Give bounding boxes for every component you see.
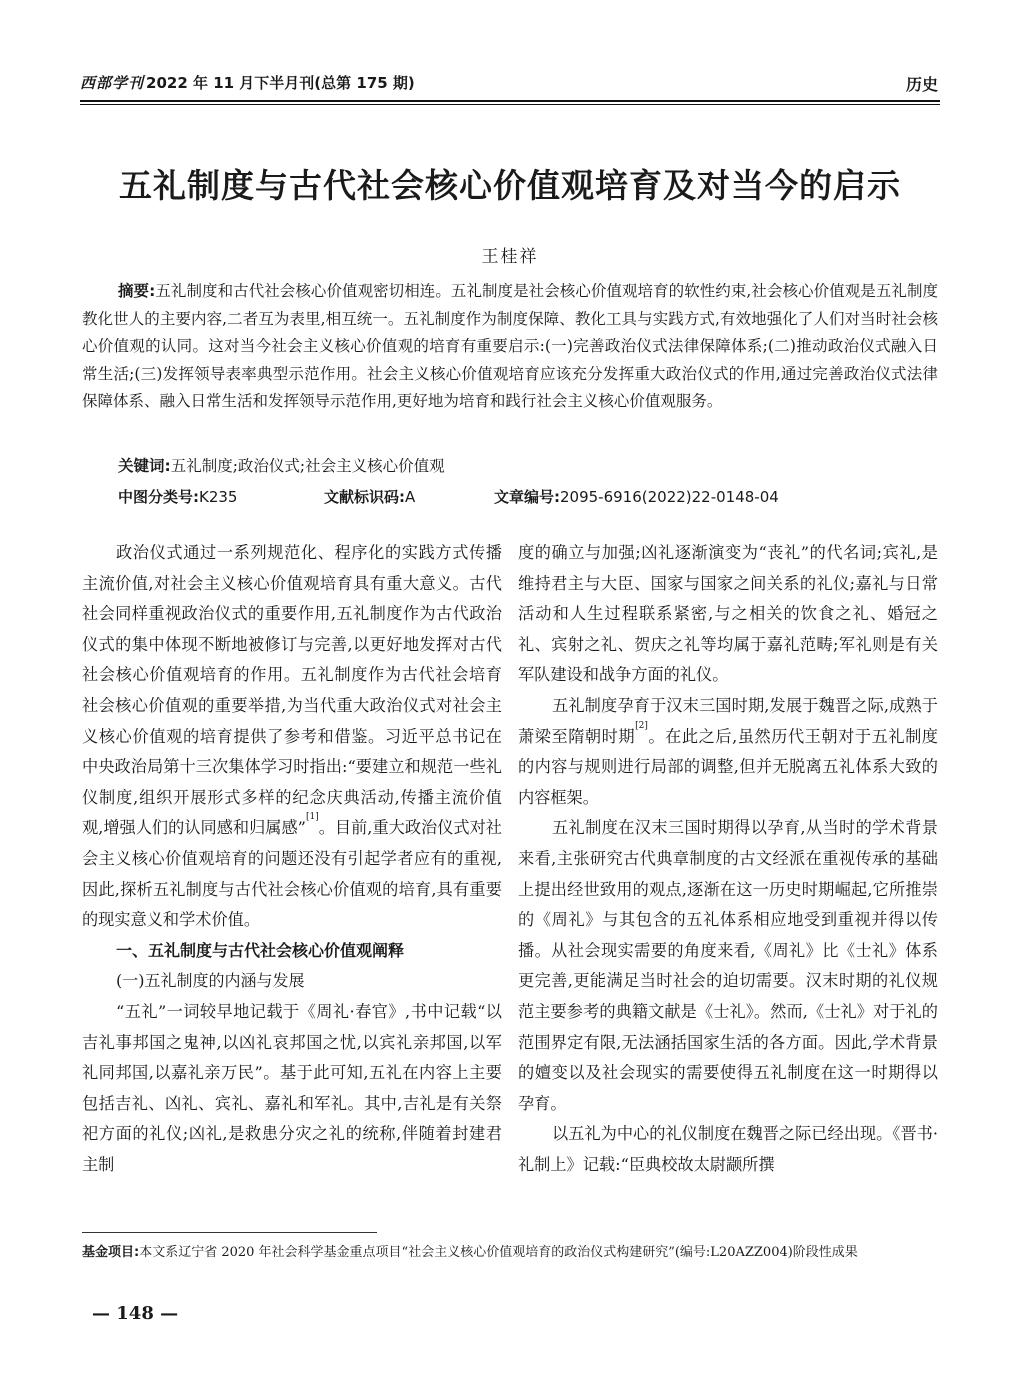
body-paragraph (82, 538, 502, 936)
body-paragraph (518, 691, 938, 813)
doc-label: 文献标识码: (324, 488, 405, 506)
abstract (82, 278, 938, 416)
keywords (118, 454, 445, 476)
citation-ref: [2] (635, 720, 648, 731)
running-header (80, 72, 940, 98)
paragraph-text: 。目前,重大政治仪式对社会主义核心价值观培育的问题还没有引起学者应有的重视,因此,探析五礼制度与古代社会核心价值观的培育,具有重要的现实意义和学术价值。 (82, 818, 502, 930)
body-column-left (82, 538, 502, 1180)
clc-number (118, 486, 237, 507)
subsection-heading: (一)五礼制度的内涵与发展 (116, 971, 305, 991)
document-code (324, 486, 415, 507)
journal-logo: 西部学刊 (80, 74, 145, 92)
article-number (494, 486, 779, 507)
header-rule-thin (80, 104, 940, 105)
doc-value: A (405, 488, 416, 506)
footnote-label: 基金项目: (82, 1245, 140, 1260)
footnote-text: 本文系辽宁省 2020 年社会科学基金重点项目“社会主义核心价值观培育的政治仪式构建研究”(编号:L20AZZ004)阶段性成果 (139, 1245, 858, 1260)
funding-footnote (82, 1242, 938, 1264)
paragraph-text: 五礼制度孕育于汉末三国时期,发展于魏晋之际,成熟于萧梁至隋朝时期 (518, 695, 938, 746)
clc-value: K235 (199, 488, 238, 506)
author: 王桂祥 (481, 247, 539, 267)
issue-info: 2022 年 11 月下半月刊(总第 175 期) (146, 74, 415, 92)
body-paragraph: 度的确立与加强;凶礼逐渐演变为“丧礼”的代名词;宾礼,是维持君主与大臣、国家与国家之间关系的礼仪;嘉礼与日常活动和人生过程联系紧密,与之相关的饮食之礼、婚冠之礼、宾射之礼、贺庆之礼等均属于嘉礼范畴;军礼则是有关军队建设和战争方面的礼仪。 (518, 543, 938, 685)
abstract-label: 摘要: (118, 282, 156, 300)
body-paragraph: 五礼制度在汉末三国时期得以孕育,从当时的学术背景来看,主张研究古代典章制度的古文经派在重视传承的基础上提出经世致用的观点,逐渐在这一历史时期崛起,它所推崇的《周礼》与其包含的五礼体系相应地受到重视并得以传播。从社会现实需要的角度来看,《周礼》比《士礼》体系更完善,更能满足当时社会的迫切需要。汉末时期的礼仪规范主要参考的典籍文献是《士礼》。然而,《士礼》对于礼的范围界定有限,无法涵括国家生活的各方面。因此,学术背景的嬗变以及社会现实的需要使得五礼制度在这一时期得以孕育。 (518, 818, 938, 1113)
clc-label: 中图分类号: (118, 488, 199, 506)
paragraph-text: 。在此之后,虽然历代王朝对于五礼制度的内容与规则进行局部的调整,但并无脱离五礼体系大致的内容框架。 (518, 726, 938, 807)
abstract-text: 五礼制度和古代社会核心价值观密切相连。五礼制度是社会核心价值观培育的软性约束,社会核心价值观是五礼制度教化世人的主要内容,二者互为表里,相互统一。五礼制度作为制度保障、教化工具与实践方式,有效地强化了人们对当时社会核心价值观的认同。这对当今社会主义核心价值观的培育有重要启示:(一)完善政治仪式法律保障体系;(二)推动政治仪式融入日常生活;(三)发挥领导表率典型示范作用。社会主义核心价值观培育应该充分发挥重大政治仪式的作用,通过完善政治仪式法律保障体系、融入日常生活和发挥领导示范作用,更好地为培育和践行社会主义核心价值观服务。 (82, 282, 938, 410)
footnote-rule (82, 1232, 377, 1233)
article-label: 文章编号: (494, 488, 560, 506)
keywords-text: 五礼制度;政治仪式;社会主义核心价值观 (170, 457, 445, 475)
body-paragraph: 以五礼为中心的礼仪制度在魏晋之际已经出现。《晋书·礼制上》记载:“臣典校故太尉颛所撰 (518, 1124, 938, 1174)
journal-issue (80, 72, 415, 93)
citation-ref: [1] (305, 812, 319, 823)
body-paragraph: “五礼”一词较早地记载于《周礼·春官》,书中记载“以吉礼事邦国之鬼神,以凶礼哀邦国之忧,以宾礼亲邦国,以军礼同邦国,以嘉礼亲万民”。基于此可知,五礼在内容上主要包括吉礼、凶礼、宾礼、嘉礼和军礼。其中,吉礼是有关祭祀方面的礼仪;凶礼,是救患分灾之礼的统称,伴随着封建君主制 (82, 1001, 502, 1174)
paragraph-text: 政治仪式通过一系列规范化、程序化的实践方式传播主流价值,对社会主义核心价值观培育具有重大意义。古代社会同样重视政治仪式的重要作用,五礼制度作为古代政治仪式的集中体现不断地被修订与完善,以更好地发挥对古代社会核心价值观培育的作用。五礼制度作为古代社会培育社会核心价值观的重要举措,为当代重大政治仪式对社会主义核心价值观的培育提供了参考和借鉴。习近平总书记在中央政治局第十三次集体学习时指出:“要建立和规范一些礼仪制度,组织开展形式多样的纪念庆典活动,传播主流价值观,增强人们的认同感和归属感” (82, 543, 502, 838)
body-column-right (518, 538, 938, 1180)
keywords-label: 关键词: (118, 457, 171, 475)
section-name: 历史 (905, 75, 938, 94)
article-title: 五礼制度与古代社会核心价值观培育及对当今的启示 (119, 166, 901, 205)
article-value: 2095-6916(2022)22-0148-04 (560, 488, 779, 506)
section-heading: 一、五礼制度与古代社会核心价值观阐释 (116, 940, 405, 960)
header-rule (80, 100, 940, 102)
page-number: — 148 — (92, 1303, 179, 1324)
